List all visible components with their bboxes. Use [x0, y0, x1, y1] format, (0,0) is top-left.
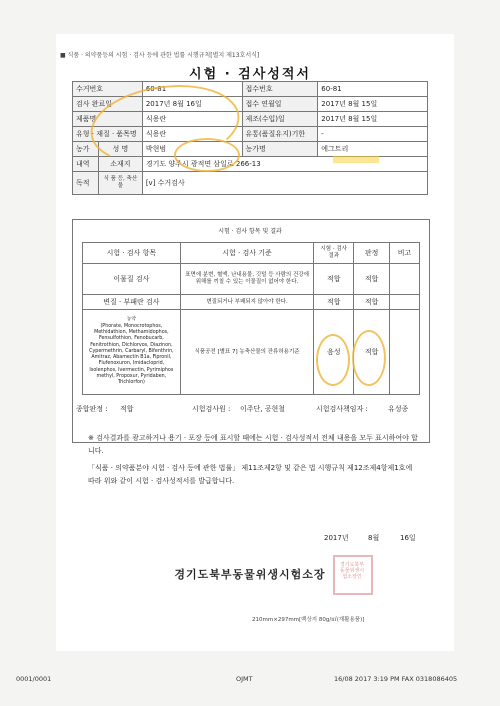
receipt-no-label: 수거번호 [73, 82, 143, 97]
col-note-header: 비고 [390, 243, 420, 264]
row-standard: 변질되거나 부패되지 않아야 한다. [180, 295, 313, 310]
fax-page-count: 0001/0001 [16, 675, 52, 683]
issue-month: 8월 [368, 534, 380, 542]
form-header-note: ■ 식품 · 의약품등의 시험 · 검사 등에 관한 법률 시행규칙[별지 제13호서식] [60, 52, 260, 59]
row-standard: 표면에 분변, 혈액, 난내용물, 깃털 등 사람의 건강에 위해를 끼칠 수 있는 이물질이 없어야 한다. [180, 264, 313, 295]
testers-value: 이주단, 공현철 [240, 405, 286, 413]
col-result-header: 시험 · 검사 결과 [314, 243, 354, 264]
inspect-date-label: 검사 완료일 [73, 97, 143, 112]
col-standard-header: 시험 · 검사 기준 [180, 243, 313, 264]
highlight-circle [316, 334, 350, 386]
farm-name-value: 에그트리 [318, 142, 428, 157]
row-note [390, 295, 420, 310]
product-value: 식용란 [142, 112, 242, 127]
table-row [83, 264, 420, 295]
row-item-pesticides: 농약 (Phorate, Monocrotophos, Methidathion, Methamidophos, Fensulfothion, Fenobucarb, Fenitrothion, Dichlorvos, Diazinon, Cypermethrin, Carbaryl, Bifenthrin, Amitraz, Abamectin B1a, Fipronil, Flufenoxuron, Imidacloprid, Isolenphos, Ivermectin, Pyrimiphos methyl, Propoxur, Pyridaben, Trichlorfon) [83, 310, 181, 395]
official-seal-text: 경기도북부동물위생시험소장인 [339, 562, 365, 580]
row-result: 적합 [314, 264, 354, 295]
issue-day: 16일 [400, 534, 416, 542]
fax-middle-code: OJMT [236, 675, 253, 683]
note-display: ※ 검사결과를 광고하거나 용기 · 포장 등에 표시할 때에는 시험 · 검사성적서 전체 내용을 모두 표시하여야 합니다. [88, 434, 418, 455]
fax-header: 16/08 2017 3:19 PM FAX 0318086405 [334, 675, 458, 683]
inspect-date-value: 2017년 8월 16일 [142, 97, 242, 112]
intake-date-value: 2017년 8월 15일 [318, 97, 428, 112]
note-issuance: 「식품 · 의약품분야 시험 · 검사 등에 관한 법률」 제11조제2항 및 같은 법 시행규칙 제12조제4항제1호에 따라 위와 같이 시험 · 검사성적서를 발급합니다. [88, 464, 413, 485]
testers-label: 시험검사원 : [192, 405, 231, 413]
manager-value: 유성종 [388, 405, 409, 413]
row-standard: 식품공전 [별표 7] 농축산물의 잔류허용기준 [180, 310, 313, 395]
mfg-date-label: 제조(수입)일 [242, 112, 318, 127]
receipt-no-value: 60-81 [142, 82, 242, 97]
row-judgement: 적합 [354, 295, 390, 310]
row-judgement: 적합 [354, 264, 390, 295]
owner-label: 성 명 [98, 142, 142, 157]
intake-no-label: 접수번호 [242, 82, 318, 97]
inspector-label: 독적 [73, 172, 99, 195]
type-label: 유형 · 재질 · 품목명 [73, 127, 143, 142]
row-result: 음성 [314, 310, 354, 395]
overall-value: 적합 [120, 405, 134, 413]
row-item: 이물질 검사 [83, 264, 181, 295]
issuer-name: 경기도북부동물위생시험소장 [174, 568, 326, 581]
document-title: 시험 · 검사성적서 [189, 67, 311, 82]
expiry-label: 유통(품질유지)기한 [242, 127, 318, 142]
owner-value: 박현범 [142, 142, 242, 157]
farm-label: 농가 [73, 142, 99, 157]
mfg-date-value: 2017년 8월 15일 [318, 112, 428, 127]
highlight-circle [352, 330, 386, 386]
highlight-mark [333, 156, 379, 163]
row-judgement: 적합 [354, 310, 390, 395]
col-item-header: 시험 · 검사 항목 [83, 243, 181, 264]
expiry-value: - [318, 127, 428, 142]
row-result: 적합 [314, 295, 354, 310]
intake-date-label: 접수 연월일 [242, 97, 318, 112]
intake-no-value: 60-81 [318, 82, 428, 97]
farm-name-label: 농가명 [242, 142, 318, 157]
inspection-method: [v] 수거검사 [142, 172, 427, 195]
inspector-type: 식 품 등, 축산물 [98, 172, 142, 195]
address-label: 소재지 [98, 157, 142, 172]
product-label: 제품명 [73, 112, 143, 127]
row-note [390, 310, 420, 395]
paper-spec: 210mm×297mm[백상지 80g/㎡(재활용품)] [252, 617, 365, 623]
address-value: 경기도 양주시 광적면 삼일로 266-13 [142, 157, 427, 172]
col-judgement-header: 판정 [354, 243, 390, 264]
issue-year: 2017년 [324, 534, 349, 542]
highlight-circle [174, 138, 240, 172]
manager-label: 시험검사책임자 : [316, 405, 368, 413]
type-value: 식용란 [142, 127, 242, 142]
details-label: 내역 [73, 157, 99, 172]
row-item: 변질 · 부패란 검사 [83, 295, 181, 310]
overall-label: 종합판정 : [76, 405, 108, 413]
results-section-title: 시험 · 검사 항목 및 결과 [218, 228, 282, 235]
row-note [390, 264, 420, 295]
table-row [83, 295, 420, 310]
